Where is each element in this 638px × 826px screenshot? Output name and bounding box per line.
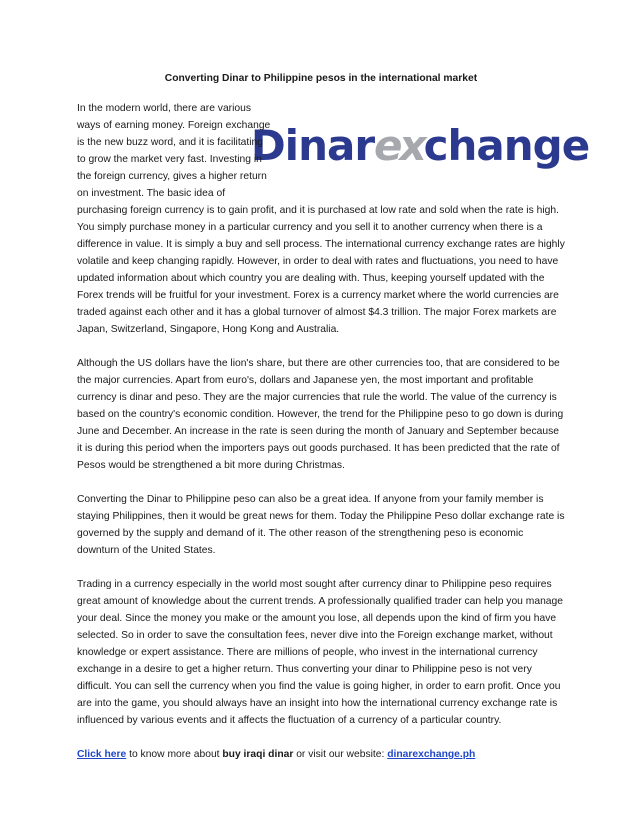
website-link[interactable]: dinarexchange.ph (387, 749, 476, 760)
paragraph-3: Converting the Dinar to Philippine peso can also be a great idea. If anyone from your family member is staying Philippines, then it would be great news for them. Today the Philippine Peso dollar exchange rate is governed by the supply and demand of it. The other reason of the strengthening peso is economic downturn of the United States. (77, 494, 565, 556)
paragraph-4: Trading in a currency especially in the world most sought after currency dinar to Philippine peso requires great amount of knowledge about the current trends. A professionally qualified trader can help you manage your deal. Since the money you make or the amount you lose, all depends upon the kind of firm you have selected. So in order to save the consultation fees, never dive into the Foreign exchange market, without knowledge or expert assistance. There are millions of people, who invest in the international currency exchange in a desire to get a higher return. Thus converting your dinar to Philippine peso is not very difficult. You can sell the currency when you find the value is going higher, in order to earn profit. Once you are into the game, you should always have an insight into how the international currency exchange rate is influenced by various events and it affects the fluctuation of a currency of a particular country. (77, 579, 563, 726)
logo-word-change: change (423, 120, 590, 170)
document-title: Converting Dinar to Philippine pesos in the international market (164, 73, 478, 84)
closing-text-2: or visit our website: (293, 749, 388, 760)
logo-word-ex: ex (374, 120, 424, 170)
closing-keyword: buy iraqi dinar (222, 749, 294, 760)
dinar-exchange-logo (250, 104, 590, 186)
paragraph-2: Although the US dollars have the lion's share, but there are other currencies too, that are considered to be the major currencies. Apart from euro's, dollars and Japanese yen, the most important and profitable currency is dinar and peso. They are the major currencies that rule the world. The value of the currency is based on the country's economic condition. However, the trend for the Philippine peso to go down is during June and December. An increase in the rate is seen during the month of January and September because it is during this period when the importers pays out goods purchased. It has been predicted that the rate of Pesos would be strengthened a bit more during Christmas. (77, 358, 564, 471)
closing-text-1: to know more about (126, 749, 223, 760)
document-page (77, 72, 590, 763)
logo-word-dinar: Dinar (250, 120, 375, 170)
click-here-link[interactable]: Click here (77, 749, 127, 760)
intro-section (77, 100, 590, 338)
paragraph-1: In the modern world, there are various ways of earning money. Foreign exchange is the new buzz word, and it is facilitating to grow the market very fast. Investing in the foreign currency, gives a higher return on investment. The basic idea of purchasing foreign currency is to gain profit, and it is purchased at low rate and sold when the rate is high. You simply purchase money in a particular currency and you sell it to another currency when there is a difference in value. It is simply a buy and sell process. The international currency exchange rates are highly volatile and keep changing rapidly. However, in order to deal with rates and fluctuations, you need to have updated information about which country you are dealing with. Thus, keeping yourself updated with the Forex trends will be fruitful for your investment. Forex is a currency market where the world currencies are traded against each other and it has a global turnover of almost $4.3 trillion. The major Forex markets are Japan, Switzerland, Singapore, Hong Kong and Australia. (77, 103, 565, 335)
closing-line (77, 746, 565, 763)
